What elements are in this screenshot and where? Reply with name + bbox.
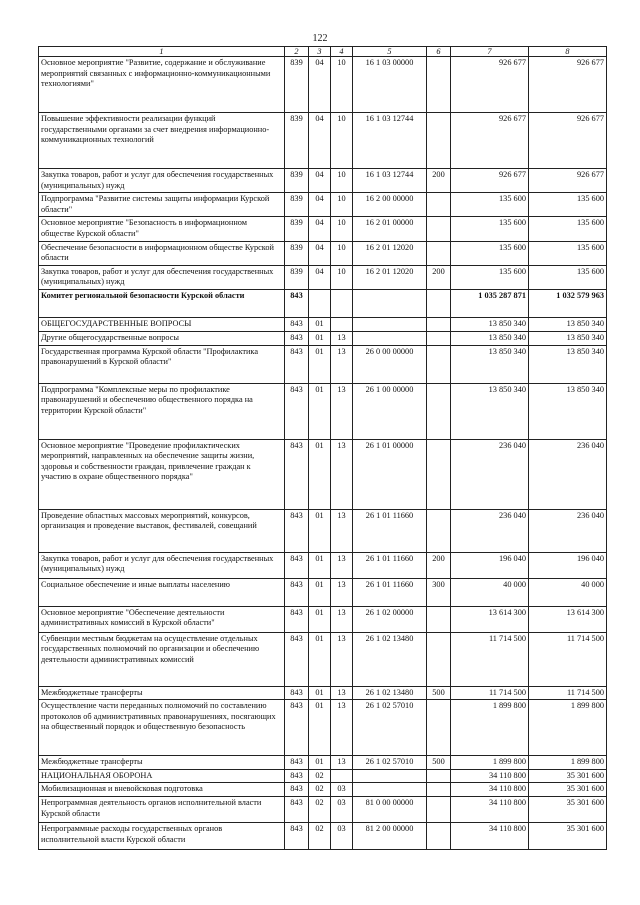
table-row [39, 606, 607, 632]
row-sum-2: 40 000 [529, 578, 607, 606]
row-vr [427, 606, 451, 632]
row-pr: 13 [331, 700, 353, 756]
row-cs: 16 1 03 12744 [353, 113, 427, 169]
row-vr [427, 193, 451, 217]
row-name: Субвенции местным бюджетам на осуществление отдельных государственных полномочий по организации и обеспечению деятельности административных комиссий [39, 632, 285, 686]
row-cs [353, 769, 427, 783]
row-sum-1: 926 677 [451, 113, 529, 169]
row-cs: 16 1 03 00000 [353, 57, 427, 113]
row-gr: 843 [285, 345, 309, 383]
table-row [39, 578, 607, 606]
row-name: Другие общегосударственные вопросы [39, 331, 285, 345]
row-pr: 13 [331, 552, 353, 578]
row-sum-1: 135 600 [451, 217, 529, 241]
row-sum-2: 13 850 340 [529, 331, 607, 345]
row-vr [427, 241, 451, 265]
row-sum-1: 13 850 340 [451, 317, 529, 331]
header-row [39, 47, 607, 57]
row-pr: 13 [331, 509, 353, 552]
row-sum-2: 13 850 340 [529, 383, 607, 439]
row-pr: 03 [331, 822, 353, 849]
row-sum-1: 926 677 [451, 57, 529, 113]
row-rz: 01 [309, 552, 331, 578]
table-row [39, 57, 607, 113]
row-sum-2: 196 040 [529, 552, 607, 578]
row-pr: 13 [331, 686, 353, 700]
row-name: Мобилизационная и вневойсковая подготовка [39, 783, 285, 797]
table-row [39, 439, 607, 509]
table-row [39, 756, 607, 770]
row-vr: 500 [427, 756, 451, 770]
row-rz: 01 [309, 700, 331, 756]
row-gr: 839 [285, 169, 309, 193]
row-pr: 10 [331, 265, 353, 289]
row-name: Закупка товаров, работ и услуг для обеспечения государственных (муниципальных) нужд [39, 265, 285, 289]
header-cell: 6 [427, 47, 451, 57]
row-sum-1: 135 600 [451, 265, 529, 289]
row-rz: 04 [309, 241, 331, 265]
row-vr [427, 345, 451, 383]
row-vr [427, 796, 451, 822]
row-rz: 01 [309, 439, 331, 509]
row-rz: 01 [309, 632, 331, 686]
row-sum-2: 35 301 600 [529, 769, 607, 783]
row-sum-1: 11 714 500 [451, 686, 529, 700]
table-row [39, 796, 607, 822]
row-cs [353, 783, 427, 797]
row-sum-2: 135 600 [529, 241, 607, 265]
row-rz: 01 [309, 331, 331, 345]
header-cell: 3 [309, 47, 331, 57]
row-cs: 26 1 02 13480 [353, 632, 427, 686]
row-name: Комитет региональной безопасности Курской области [39, 289, 285, 317]
row-name: Социальное обеспечение и иные выплаты населению [39, 578, 285, 606]
row-name: Основное мероприятие "Безопасность в информационном обществе Курской области" [39, 217, 285, 241]
row-cs: 26 0 00 00000 [353, 345, 427, 383]
table-row [39, 632, 607, 686]
row-name: Подпрограмма "Развитие системы защиты информации Курской области" [39, 193, 285, 217]
row-rz: 01 [309, 756, 331, 770]
row-vr [427, 439, 451, 509]
header-cell: 4 [331, 47, 353, 57]
row-pr: 10 [331, 241, 353, 265]
row-gr: 843 [285, 632, 309, 686]
budget-table [38, 46, 607, 850]
row-name: Проведение областных массовых мероприятий, конкурсов, организация и проведение выставок, фестивалей, совещаний [39, 509, 285, 552]
row-name: Подпрограмма "Комплексные меры по профилактике правонарушений и обеспечению общественного порядка на территории Курской области" [39, 383, 285, 439]
row-sum-1: 236 040 [451, 439, 529, 509]
row-gr: 843 [285, 769, 309, 783]
table-row [39, 509, 607, 552]
row-pr [331, 289, 353, 317]
row-gr: 843 [285, 383, 309, 439]
table-row [39, 822, 607, 849]
row-pr: 10 [331, 57, 353, 113]
row-rz [309, 289, 331, 317]
row-vr: 200 [427, 169, 451, 193]
header-cell: 7 [451, 47, 529, 57]
header-cell: 8 [529, 47, 607, 57]
row-pr: 03 [331, 783, 353, 797]
row-rz: 01 [309, 686, 331, 700]
row-pr: 10 [331, 113, 353, 169]
row-gr: 843 [285, 686, 309, 700]
row-rz: 02 [309, 783, 331, 797]
row-cs: 81 0 00 00000 [353, 796, 427, 822]
row-gr: 839 [285, 265, 309, 289]
row-vr: 300 [427, 578, 451, 606]
row-rz: 02 [309, 769, 331, 783]
row-name: Межбюджетные трансферты [39, 756, 285, 770]
row-sum-2: 135 600 [529, 265, 607, 289]
row-cs: 26 1 02 57010 [353, 700, 427, 756]
row-rz: 02 [309, 796, 331, 822]
table-row [39, 317, 607, 331]
row-sum-1: 1 035 287 871 [451, 289, 529, 317]
row-vr [427, 57, 451, 113]
row-name: Непрограммная деятельность органов исполнительной власти Курской области [39, 796, 285, 822]
row-sum-2: 13 850 340 [529, 317, 607, 331]
row-rz: 04 [309, 57, 331, 113]
row-name: Закупка товаров, работ и услуг для обеспечения государственных (муниципальных) нужд [39, 169, 285, 193]
row-name: Государственная программа Курской области "Профилактика правонарушений в Курской области" [39, 345, 285, 383]
row-sum-2: 1 899 800 [529, 700, 607, 756]
row-rz: 04 [309, 193, 331, 217]
row-pr [331, 769, 353, 783]
row-sum-1: 926 677 [451, 169, 529, 193]
row-sum-1: 34 110 800 [451, 822, 529, 849]
row-vr [427, 217, 451, 241]
row-cs: 26 1 01 11660 [353, 509, 427, 552]
header-cell: 5 [353, 47, 427, 57]
row-vr: 200 [427, 552, 451, 578]
table-row [39, 552, 607, 578]
table-row [39, 265, 607, 289]
row-gr: 843 [285, 756, 309, 770]
row-vr: 200 [427, 265, 451, 289]
table-row [39, 383, 607, 439]
row-gr: 843 [285, 822, 309, 849]
row-pr: 13 [331, 439, 353, 509]
row-gr: 839 [285, 241, 309, 265]
row-pr: 13 [331, 756, 353, 770]
row-sum-1: 13 850 340 [451, 383, 529, 439]
row-vr [427, 331, 451, 345]
row-gr: 843 [285, 552, 309, 578]
row-sum-2: 13 850 340 [529, 345, 607, 383]
row-sum-1: 236 040 [451, 509, 529, 552]
row-rz: 04 [309, 113, 331, 169]
row-cs: 16 2 01 00000 [353, 217, 427, 241]
row-sum-2: 135 600 [529, 193, 607, 217]
row-pr: 13 [331, 331, 353, 345]
row-pr: 10 [331, 169, 353, 193]
row-name: Основное мероприятие "Проведение профилактических мероприятий, направленных на обеспечение защиты жизни, здоровья и собственности граждан, привлечение граждан к участию в охране общественного порядка" [39, 439, 285, 509]
row-gr: 843 [285, 317, 309, 331]
row-sum-2: 35 301 600 [529, 796, 607, 822]
row-vr [427, 783, 451, 797]
row-gr: 839 [285, 113, 309, 169]
table-row [39, 241, 607, 265]
row-name: Повышение эффективности реализации функций государственными органами за счет внедрения информационно-коммуникационных технологий [39, 113, 285, 169]
row-gr: 843 [285, 606, 309, 632]
row-sum-1: 13 850 340 [451, 331, 529, 345]
row-gr: 839 [285, 193, 309, 217]
row-sum-1: 40 000 [451, 578, 529, 606]
table-row [39, 700, 607, 756]
row-cs: 26 1 02 13480 [353, 686, 427, 700]
row-vr [427, 822, 451, 849]
row-name: Основное мероприятие "Обеспечение деятельности административных комиссий в Курской области" [39, 606, 285, 632]
row-pr: 13 [331, 383, 353, 439]
row-cs: 16 1 03 12744 [353, 169, 427, 193]
row-rz: 02 [309, 822, 331, 849]
row-gr: 843 [285, 578, 309, 606]
row-rz: 01 [309, 317, 331, 331]
row-pr: 10 [331, 193, 353, 217]
table-row [39, 345, 607, 383]
row-rz: 01 [309, 345, 331, 383]
row-rz: 04 [309, 169, 331, 193]
row-sum-2: 926 677 [529, 57, 607, 113]
row-name: Осуществление части переданных полномочий по составлению протоколов об административных правонарушениях, посягающих на общественный порядок и общественную безопасность [39, 700, 285, 756]
row-gr: 843 [285, 783, 309, 797]
row-vr [427, 289, 451, 317]
row-cs [353, 317, 427, 331]
row-gr: 843 [285, 331, 309, 345]
row-vr [427, 509, 451, 552]
table-row [39, 289, 607, 317]
row-sum-2: 236 040 [529, 439, 607, 509]
row-pr: 03 [331, 796, 353, 822]
row-sum-1: 1 899 800 [451, 700, 529, 756]
row-sum-1: 34 110 800 [451, 769, 529, 783]
row-rz: 04 [309, 265, 331, 289]
row-vr [427, 700, 451, 756]
row-sum-1: 135 600 [451, 193, 529, 217]
row-name: ОБЩЕГОСУДАРСТВЕННЫЕ ВОПРОСЫ [39, 317, 285, 331]
table-row [39, 217, 607, 241]
table-row [39, 169, 607, 193]
row-rz: 04 [309, 217, 331, 241]
row-sum-2: 11 714 500 [529, 686, 607, 700]
row-gr: 839 [285, 57, 309, 113]
row-sum-2: 926 677 [529, 169, 607, 193]
row-sum-2: 13 614 300 [529, 606, 607, 632]
row-name: Обеспечение безопасности в информационном обществе Курской области [39, 241, 285, 265]
table-row [39, 113, 607, 169]
row-gr: 843 [285, 289, 309, 317]
row-cs: 81 2 00 00000 [353, 822, 427, 849]
row-cs: 26 1 02 00000 [353, 606, 427, 632]
row-cs: 26 1 01 11660 [353, 552, 427, 578]
header-cell: 2 [285, 47, 309, 57]
row-gr: 843 [285, 700, 309, 756]
row-pr: 13 [331, 578, 353, 606]
row-rz: 01 [309, 606, 331, 632]
row-sum-2: 1 899 800 [529, 756, 607, 770]
row-pr: 10 [331, 217, 353, 241]
row-sum-1: 13 850 340 [451, 345, 529, 383]
row-sum-2: 35 301 600 [529, 783, 607, 797]
row-sum-2: 135 600 [529, 217, 607, 241]
row-sum-1: 34 110 800 [451, 796, 529, 822]
row-cs: 26 1 00 00000 [353, 383, 427, 439]
row-sum-1: 34 110 800 [451, 783, 529, 797]
row-vr: 500 [427, 686, 451, 700]
row-rz: 01 [309, 578, 331, 606]
row-sum-1: 11 714 500 [451, 632, 529, 686]
row-name: НАЦИОНАЛЬНАЯ ОБОРОНА [39, 769, 285, 783]
header-cell: 1 [39, 47, 285, 57]
row-name: Межбюджетные трансферты [39, 686, 285, 700]
table-row [39, 783, 607, 797]
table-row [39, 686, 607, 700]
row-sum-2: 236 040 [529, 509, 607, 552]
row-name: Основное мероприятие "Развитие, содержание и обслуживание мероприятий связанных с информационно-коммуникационными технологиями" [39, 57, 285, 113]
row-cs: 26 1 01 00000 [353, 439, 427, 509]
table-row [39, 331, 607, 345]
row-cs [353, 331, 427, 345]
row-cs [353, 289, 427, 317]
row-vr [427, 769, 451, 783]
row-sum-1: 135 600 [451, 241, 529, 265]
row-gr: 843 [285, 509, 309, 552]
row-vr [427, 383, 451, 439]
row-sum-2: 35 301 600 [529, 822, 607, 849]
row-sum-2: 1 032 579 963 [529, 289, 607, 317]
page-number: 122 [312, 33, 328, 44]
row-sum-1: 13 614 300 [451, 606, 529, 632]
row-sum-1: 196 040 [451, 552, 529, 578]
row-gr: 839 [285, 217, 309, 241]
row-cs: 26 1 02 57010 [353, 756, 427, 770]
row-pr: 13 [331, 632, 353, 686]
row-name: Закупка товаров, работ и услуг для обеспечения государственных (муниципальных) нужд [39, 552, 285, 578]
row-cs: 16 2 01 12020 [353, 265, 427, 289]
row-cs: 16 2 01 12020 [353, 241, 427, 265]
row-pr: 13 [331, 606, 353, 632]
row-sum-2: 11 714 500 [529, 632, 607, 686]
row-gr: 843 [285, 796, 309, 822]
row-pr: 13 [331, 345, 353, 383]
row-rz: 01 [309, 509, 331, 552]
row-cs: 26 1 01 11660 [353, 578, 427, 606]
row-sum-1: 1 899 800 [451, 756, 529, 770]
row-vr [427, 632, 451, 686]
row-cs: 16 2 00 00000 [353, 193, 427, 217]
row-rz: 01 [309, 383, 331, 439]
row-pr [331, 317, 353, 331]
row-gr: 843 [285, 439, 309, 509]
table-row [39, 769, 607, 783]
table-row [39, 193, 607, 217]
row-vr [427, 317, 451, 331]
row-name: Непрограммные расходы государственных органов исполнительной власти Курской области [39, 822, 285, 849]
row-vr [427, 113, 451, 169]
row-sum-2: 926 677 [529, 113, 607, 169]
